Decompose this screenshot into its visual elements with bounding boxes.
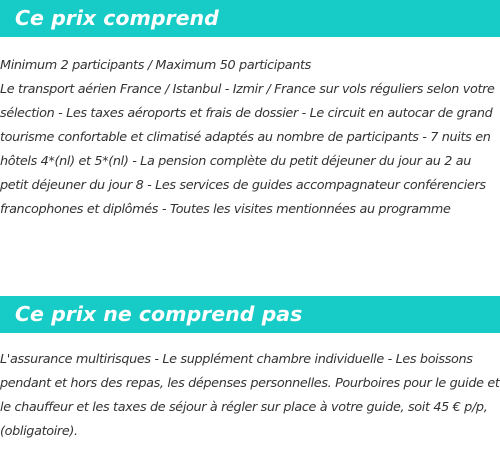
included-section-body <box>0 54 500 222</box>
excluded-section-header <box>0 296 500 333</box>
included-items-text: Le transport aérien France / Istanbul - Izmir / France sur vols réguliers selon votre sélection - Les taxes aéroports et frais de dossier - Le circuit en autocar de grand tourisme confortable et climatisé adaptés au nombre de participants - 7 nuits en hôtels 4*(nl) et 5*(nl) - La pension complète du petit déjeuner du jour au 2 au petit déjeuner du jour 8 - Les services de guides accompagnateur conférenciers francophones et diplômés - Toutes les visites mentionnées au programme <box>0 82 495 217</box>
included-section-title: Ce prix comprend <box>15 6 219 30</box>
excluded-section-title: Ce prix ne comprend pas <box>15 302 303 326</box>
excluded-section-body <box>0 348 500 444</box>
included-section-header <box>0 0 500 37</box>
excluded-items-text: L'assurance multirisques - Le supplément chambre individuelle - Les boissons pendant et hors des repas, les dépenses personnelles. Pourboires pour le guide et le chauffeur et les taxes de séjour à régler sur place à votre guide, soit 45 € p/p, (obligatoire). <box>0 352 500 439</box>
participants-text: Minimum 2 participants / Maximum 50 participants <box>0 58 312 73</box>
